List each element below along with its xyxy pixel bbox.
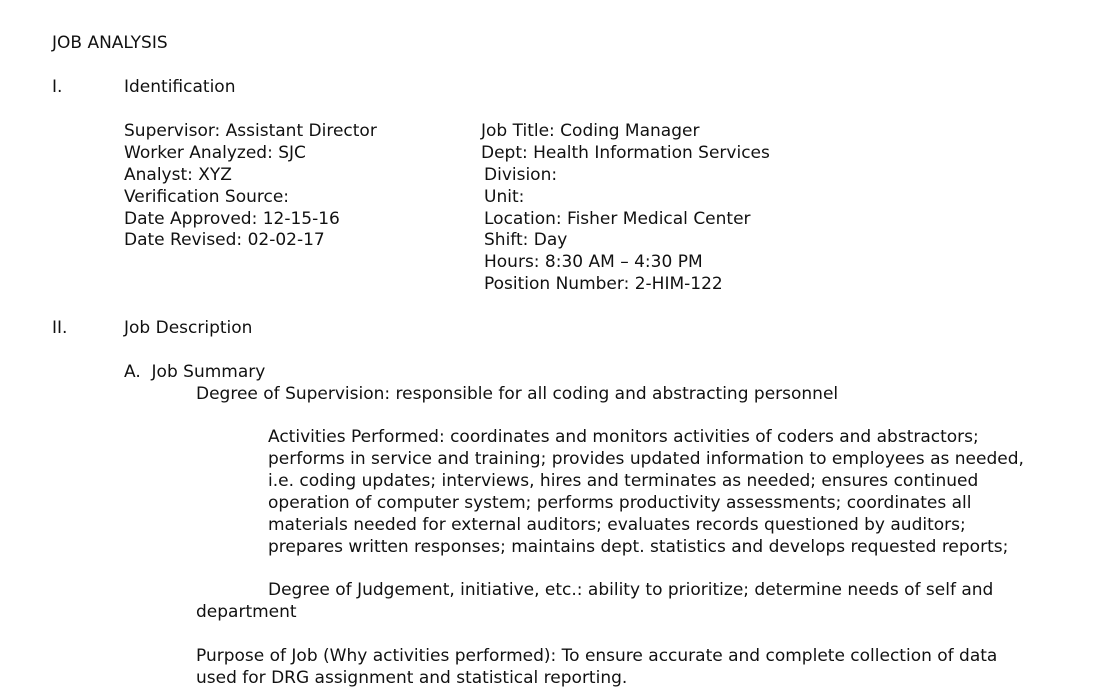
unit-field: Unit:	[484, 187, 525, 207]
activities-line: performs in service and training; provides updated information to employees as needed,	[268, 449, 1024, 469]
job-title-field: Job Title: Coding Manager	[481, 121, 700, 141]
hours-field: Hours: 8:30 AM – 4:30 PM	[484, 252, 703, 272]
activities-line: materials needed for external auditors; evaluates records questioned by auditors;	[268, 515, 966, 535]
worker-analyzed-field: Worker Analyzed: SJC	[124, 143, 306, 163]
verification-source-field: Verification Source:	[124, 187, 290, 207]
activities-line: prepares written responses; maintains dept. statistics and develops requested reports;	[268, 537, 1009, 557]
degree-of-supervision-text: Degree of Supervision: responsible for all coding and abstracting personnel	[196, 384, 839, 404]
job-summary-heading: A. Job Summary	[124, 362, 266, 382]
judgement-line: department	[196, 602, 297, 622]
location-field: Location: Fisher Medical Center	[484, 209, 751, 229]
date-revised-field: Date Revised: 02-02-17	[124, 230, 325, 250]
supervisor-field: Supervisor: Assistant Director	[124, 121, 377, 141]
analyst-field: Analyst: XYZ	[124, 165, 232, 185]
activities-line: Activities Performed: coordinates and monitors activities of coders and abstractors;	[268, 427, 979, 447]
activities-line: i.e. coding updates; interviews, hires and terminates as needed; ensures continued	[268, 471, 979, 491]
date-approved-field: Date Approved: 12-15-16	[124, 209, 340, 229]
section-1-title: Identification	[124, 77, 236, 97]
division-field: Division:	[484, 165, 558, 185]
purpose-line: Purpose of Job (Why activities performed): To ensure accurate and complete collection of data	[196, 646, 998, 666]
position-number-field: Position Number: 2-HIM-122	[484, 274, 723, 294]
purpose-line: used for DRG assignment and statistical reporting.	[196, 668, 628, 688]
document-title: JOB ANALYSIS	[52, 33, 168, 53]
activities-line: operation of computer system; performs productivity assessments; coordinates all	[268, 493, 972, 513]
department-field: Dept: Health Information Services	[481, 143, 770, 163]
section-1-number: I.	[52, 77, 63, 97]
section-2-title: Job Description	[124, 318, 253, 338]
section-2-number: II.	[52, 318, 68, 338]
shift-field: Shift: Day	[484, 230, 568, 250]
judgement-line: Degree of Judgement, initiative, etc.: ability to prioritize; determine needs of self and	[268, 580, 994, 600]
